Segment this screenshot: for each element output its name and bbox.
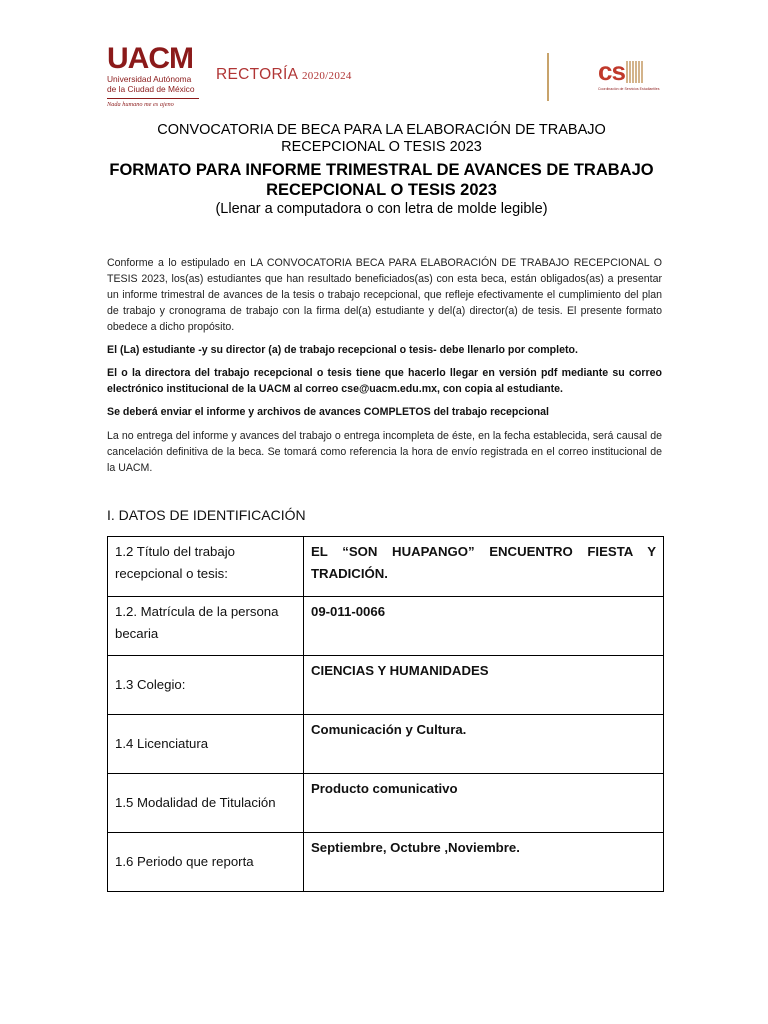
identification-table xyxy=(107,536,664,892)
fill-instruction: El (La) estudiante -y su director (a) de trabajo recepcional o tesis- debe llenarlo por completo. xyxy=(107,344,578,356)
row-value: Septiembre, Octubre ,Noviembre. xyxy=(304,833,664,892)
uacm-divider xyxy=(107,98,199,99)
rectoria-label xyxy=(216,66,352,84)
table-row xyxy=(108,597,664,656)
uacm-logo xyxy=(107,44,199,108)
table-row xyxy=(108,774,664,833)
convocatoria-title: CONVOCATORIA DE BECA PARA LA ELABORACIÓN DE TRABAJO RECEPCIONAL O TESIS 2023 xyxy=(157,122,606,155)
rectoria-text: RECTORÍA xyxy=(216,66,298,83)
row-label: 1.5 Modalidad de Titulación xyxy=(108,774,304,833)
row-value: Producto comunicativo xyxy=(304,774,664,833)
cse-subtitle: Coordinación de Servicios Estudiantiles xyxy=(598,87,660,91)
row-value: EL “SON HUAPANGO” ENCUENTRO FIESTA Y TRADICIÓN. xyxy=(304,537,664,597)
table-row xyxy=(108,833,664,892)
row-label: 1.2 Título del trabajo recepcional o tesis: xyxy=(108,537,304,597)
row-label: 1.4 Licenciatura xyxy=(108,715,304,774)
uacm-subtitle-line1: Universidad Autónoma xyxy=(107,74,192,84)
intro-paragraph: Conforme a lo estipulado en LA CONVOCATORIA BECA PARA ELABORACIÓN DE TRABAJO RECEPCIONAL O TESIS 2023, los(as) estudiantes que han resultado beneficiados(as) con esta beca, están obligados(as) a presentar un informe trimestral de avances de la tesis o trabajo recepcional, que refleje efectivamente el cumplimiento del plan de trabajo y cronograma de trabajo con la firma del(a) estudiante y del(a) director(a) de tesis. El presente formato obedece a dicho propósito. xyxy=(107,257,662,333)
row-label: 1.3 Colegio: xyxy=(108,656,304,715)
document-header xyxy=(0,0,768,118)
instruction-note: (Llenar a computadora o con letra de molde legible) xyxy=(215,201,548,217)
rectoria-years: 2020/2024 xyxy=(301,70,352,82)
row-label: 1.6 Periodo que reporta xyxy=(108,833,304,892)
row-label: 1.2. Matrícula de la persona becaria xyxy=(108,597,304,656)
uacm-wordmark: UACM xyxy=(107,42,193,75)
row-value: Comunicación y Cultura. xyxy=(304,715,664,774)
row-value: 09-011-0066 xyxy=(304,597,664,656)
complete-files-instruction: Se deberá enviar el informe y archivos de avances COMPLETOS del trabajo recepcional xyxy=(107,406,549,418)
uacm-subtitle-line2: de la Ciudad de México xyxy=(107,84,195,94)
formato-title: FORMATO PARA INFORME TRIMESTRAL DE AVANCES DE TRABAJO RECEPCIONAL O TESIS 2023 xyxy=(109,161,654,199)
table-row xyxy=(108,656,664,715)
uacm-motto: Nada humano me es ajeno xyxy=(107,101,174,108)
section-title: I. DATOS DE IDENTIFICACIÓN xyxy=(107,507,306,523)
cse-e-glyph xyxy=(626,61,644,83)
header-divider xyxy=(547,53,549,101)
submission-instruction: El o la directora del trabajo recepcional o tesis tiene que hacerlo llegar en versión pdf mediante su correo electrónico institucional de la UACM al correo cse@uacm.edu.mx, con copia al estudiante. xyxy=(107,367,662,395)
row-value: CIENCIAS Y HUMANIDADES xyxy=(304,656,664,715)
table-row xyxy=(108,715,664,774)
table-row xyxy=(108,537,664,597)
cse-wordmark: cs xyxy=(598,56,625,86)
cancellation-warning: La no entrega del informe y avances del trabajo o entrega incompleta de éste, en la fecha establecida, será causal de cancelación definitiva de la beca. Se tomará como referencia la hora de envío registrada en el correo institucional de la UACM. xyxy=(107,430,662,474)
cse-logo xyxy=(598,58,662,91)
